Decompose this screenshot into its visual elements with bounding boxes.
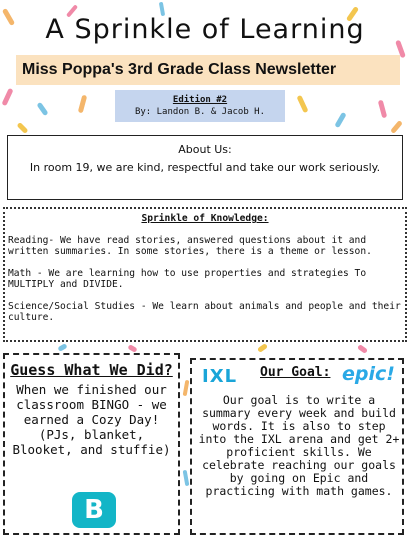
- sprinkle: [16, 122, 28, 134]
- newsletter-title: A Sprinkle of Learning: [45, 14, 365, 45]
- goal-text: Our goal is to write a summary every week and build words. It is also to step into the IXL arena and get 2+ proficient skills. We celebrate reaching our goals by going on Epic and practicing with math games.: [198, 393, 400, 498]
- byline: By: Landon B. & Jacob H.: [134, 107, 266, 117]
- reading-paragraph: Reading- We have read stories, answered questions about it and written summaries. In some stories, there is a theme or lesson.: [8, 234, 372, 257]
- epic-logo: epic!: [342, 363, 395, 385]
- teacher-banner: Miss Poppa's 3rd Grade Class Newsletter: [16, 55, 400, 85]
- goal-box: [190, 358, 404, 535]
- edition-number: Edition #2: [172, 95, 228, 105]
- sprinkle: [36, 102, 48, 116]
- sprinkle: [78, 95, 87, 114]
- blooket-logo: B: [72, 492, 116, 528]
- sprinkle: [257, 343, 268, 353]
- knowledge-title: Sprinkle of Knowledge:: [141, 213, 269, 224]
- science-paragraph: Science/Social Studies - We learn about animals and people and their culture.: [8, 300, 401, 323]
- edition-box: [115, 90, 285, 122]
- sprinkle: [334, 112, 346, 128]
- sprinkle: [57, 343, 67, 352]
- guess-box: [3, 353, 180, 535]
- sprinkle: [390, 120, 403, 134]
- sprinkle: [378, 100, 387, 119]
- about-text: In room 19, we are kind, respectful and take our work seriously.: [29, 161, 381, 174]
- sprinkle: [1, 88, 13, 106]
- about-title: About Us:: [178, 143, 232, 156]
- ixl-logo: IXL: [202, 366, 238, 387]
- math-paragraph: Math - We are learning how to use properties and strategies To MULTIPLY and DIVIDE.: [8, 267, 367, 290]
- knowledge-box: [3, 207, 407, 342]
- about-us-box: [7, 135, 403, 200]
- sprinkle: [183, 380, 190, 396]
- goal-title: Our Goal:: [260, 365, 331, 380]
- guess-text: When we finished our classroom BINGO - we earned a Cozy Day! (PJs, blanket, Blooket, and stuffie): [12, 382, 171, 457]
- sprinkle: [296, 95, 308, 113]
- sprinkle: [127, 344, 137, 353]
- sprinkle: [183, 470, 190, 486]
- sprinkle: [357, 344, 368, 354]
- guess-title: Guess What We Did?: [10, 361, 173, 379]
